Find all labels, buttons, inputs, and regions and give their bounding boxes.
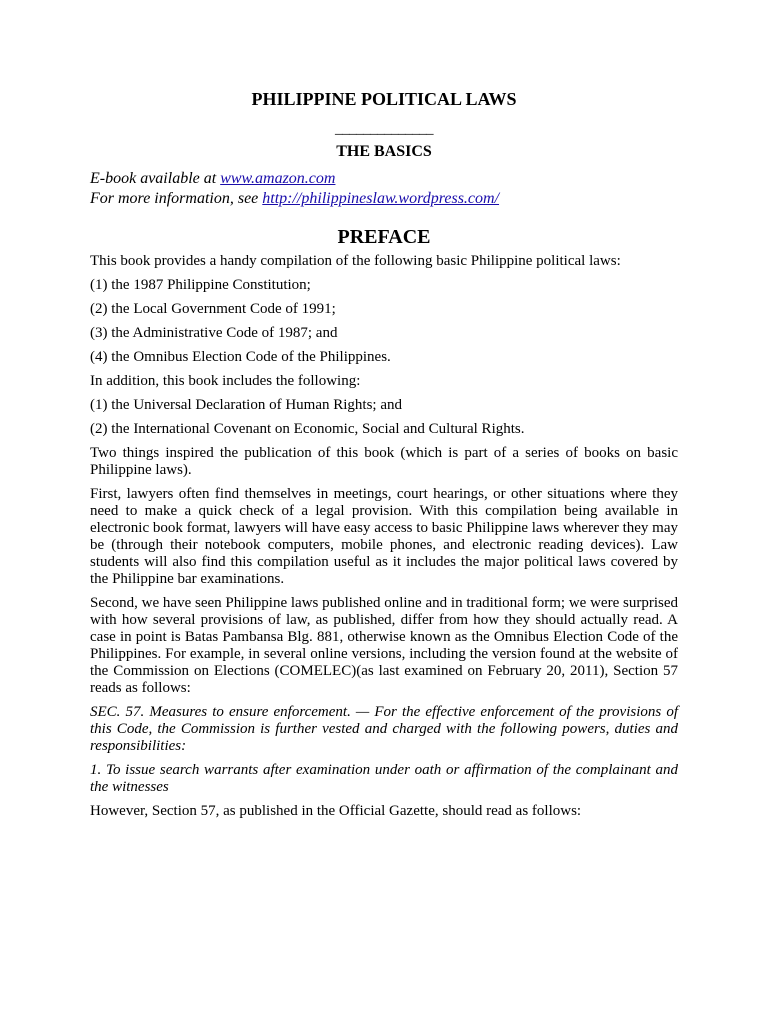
- availability-info: [90, 169, 678, 209]
- document-subtitle: THE BASICS: [336, 143, 432, 160]
- info-line: [90, 189, 678, 209]
- list-item: (1) the 1987 Philippine Constitution;: [90, 277, 311, 293]
- document-title: PHILIPPINE POLITICAL LAWS: [251, 89, 517, 109]
- preface-heading: PREFACE: [337, 226, 431, 248]
- intro-paragraph: This book provides a handy compilation of the following basic Philippine political laws:: [90, 253, 621, 269]
- list-item: (3) the Administrative Code of 1987; and: [90, 325, 338, 341]
- first-reason-paragraph: First, lawyers often find themselves in meetings, court hearings, or other situations where they need to make a quick check of a legal provision. With this compilation being available in electronic book format, lawyers will have easy access to basic Philippine laws wherever they may be (through their notebook computers, mobile phones, and electronic reading devices). Law students will also find this compilation useful as it includes the major political laws covered by the Philippine bar examinations.: [90, 486, 678, 587]
- additional-intro: In addition, this book includes the following:: [90, 373, 361, 389]
- amazon-link[interactable]: www.amazon.com: [220, 170, 336, 187]
- ebook-line: [90, 169, 678, 189]
- title-rule: ______________: [335, 121, 433, 137]
- wordpress-link[interactable]: http://philippineslaw.wordpress.com/: [262, 190, 500, 207]
- second-reason-paragraph: Second, we have seen Philippine laws published online and in traditional form; we were surprised with how several provisions of law, as published, differ from how they should actually read. A case in point is Batas Pambansa Blg. 881, otherwise known as the Omnibus Election Code of the Philippines. For example, in several online versions, including the version found at the website of the Commission on Elections (COMELEC)(as last examined on February 20, 2011), Section 57 reads as follows:: [90, 595, 678, 696]
- info-prefix: For more information, see: [90, 190, 263, 207]
- list-item: (2) the Local Government Code of 1991;: [90, 301, 336, 317]
- ebook-prefix: E-book available at: [90, 170, 221, 187]
- quoted-item-1: 1. To issue search warrants after examination under oath or affirmation of the complainant and the witnesses: [90, 762, 678, 795]
- list-item: (1) the Universal Declaration of Human Rights; and: [90, 397, 402, 413]
- list-item: (2) the International Covenant on Economic, Social and Cultural Rights.: [90, 421, 525, 437]
- gazette-paragraph: However, Section 57, as published in the Official Gazette, should read as follows:: [90, 803, 582, 819]
- quoted-section-57: SEC. 57. Measures to ensure enforcement. — For the effective enforcement of the provisions of this Code, the Commission is further vested and charged with the following powers, duties and responsibilities:: [90, 704, 678, 754]
- document-page: [90, 88, 678, 820]
- inspiration-paragraph: Two things inspired the publication of this book (which is part of a series of books on basic Philippine laws).: [90, 445, 678, 478]
- list-item: (4) the Omnibus Election Code of the Philippines.: [90, 349, 391, 365]
